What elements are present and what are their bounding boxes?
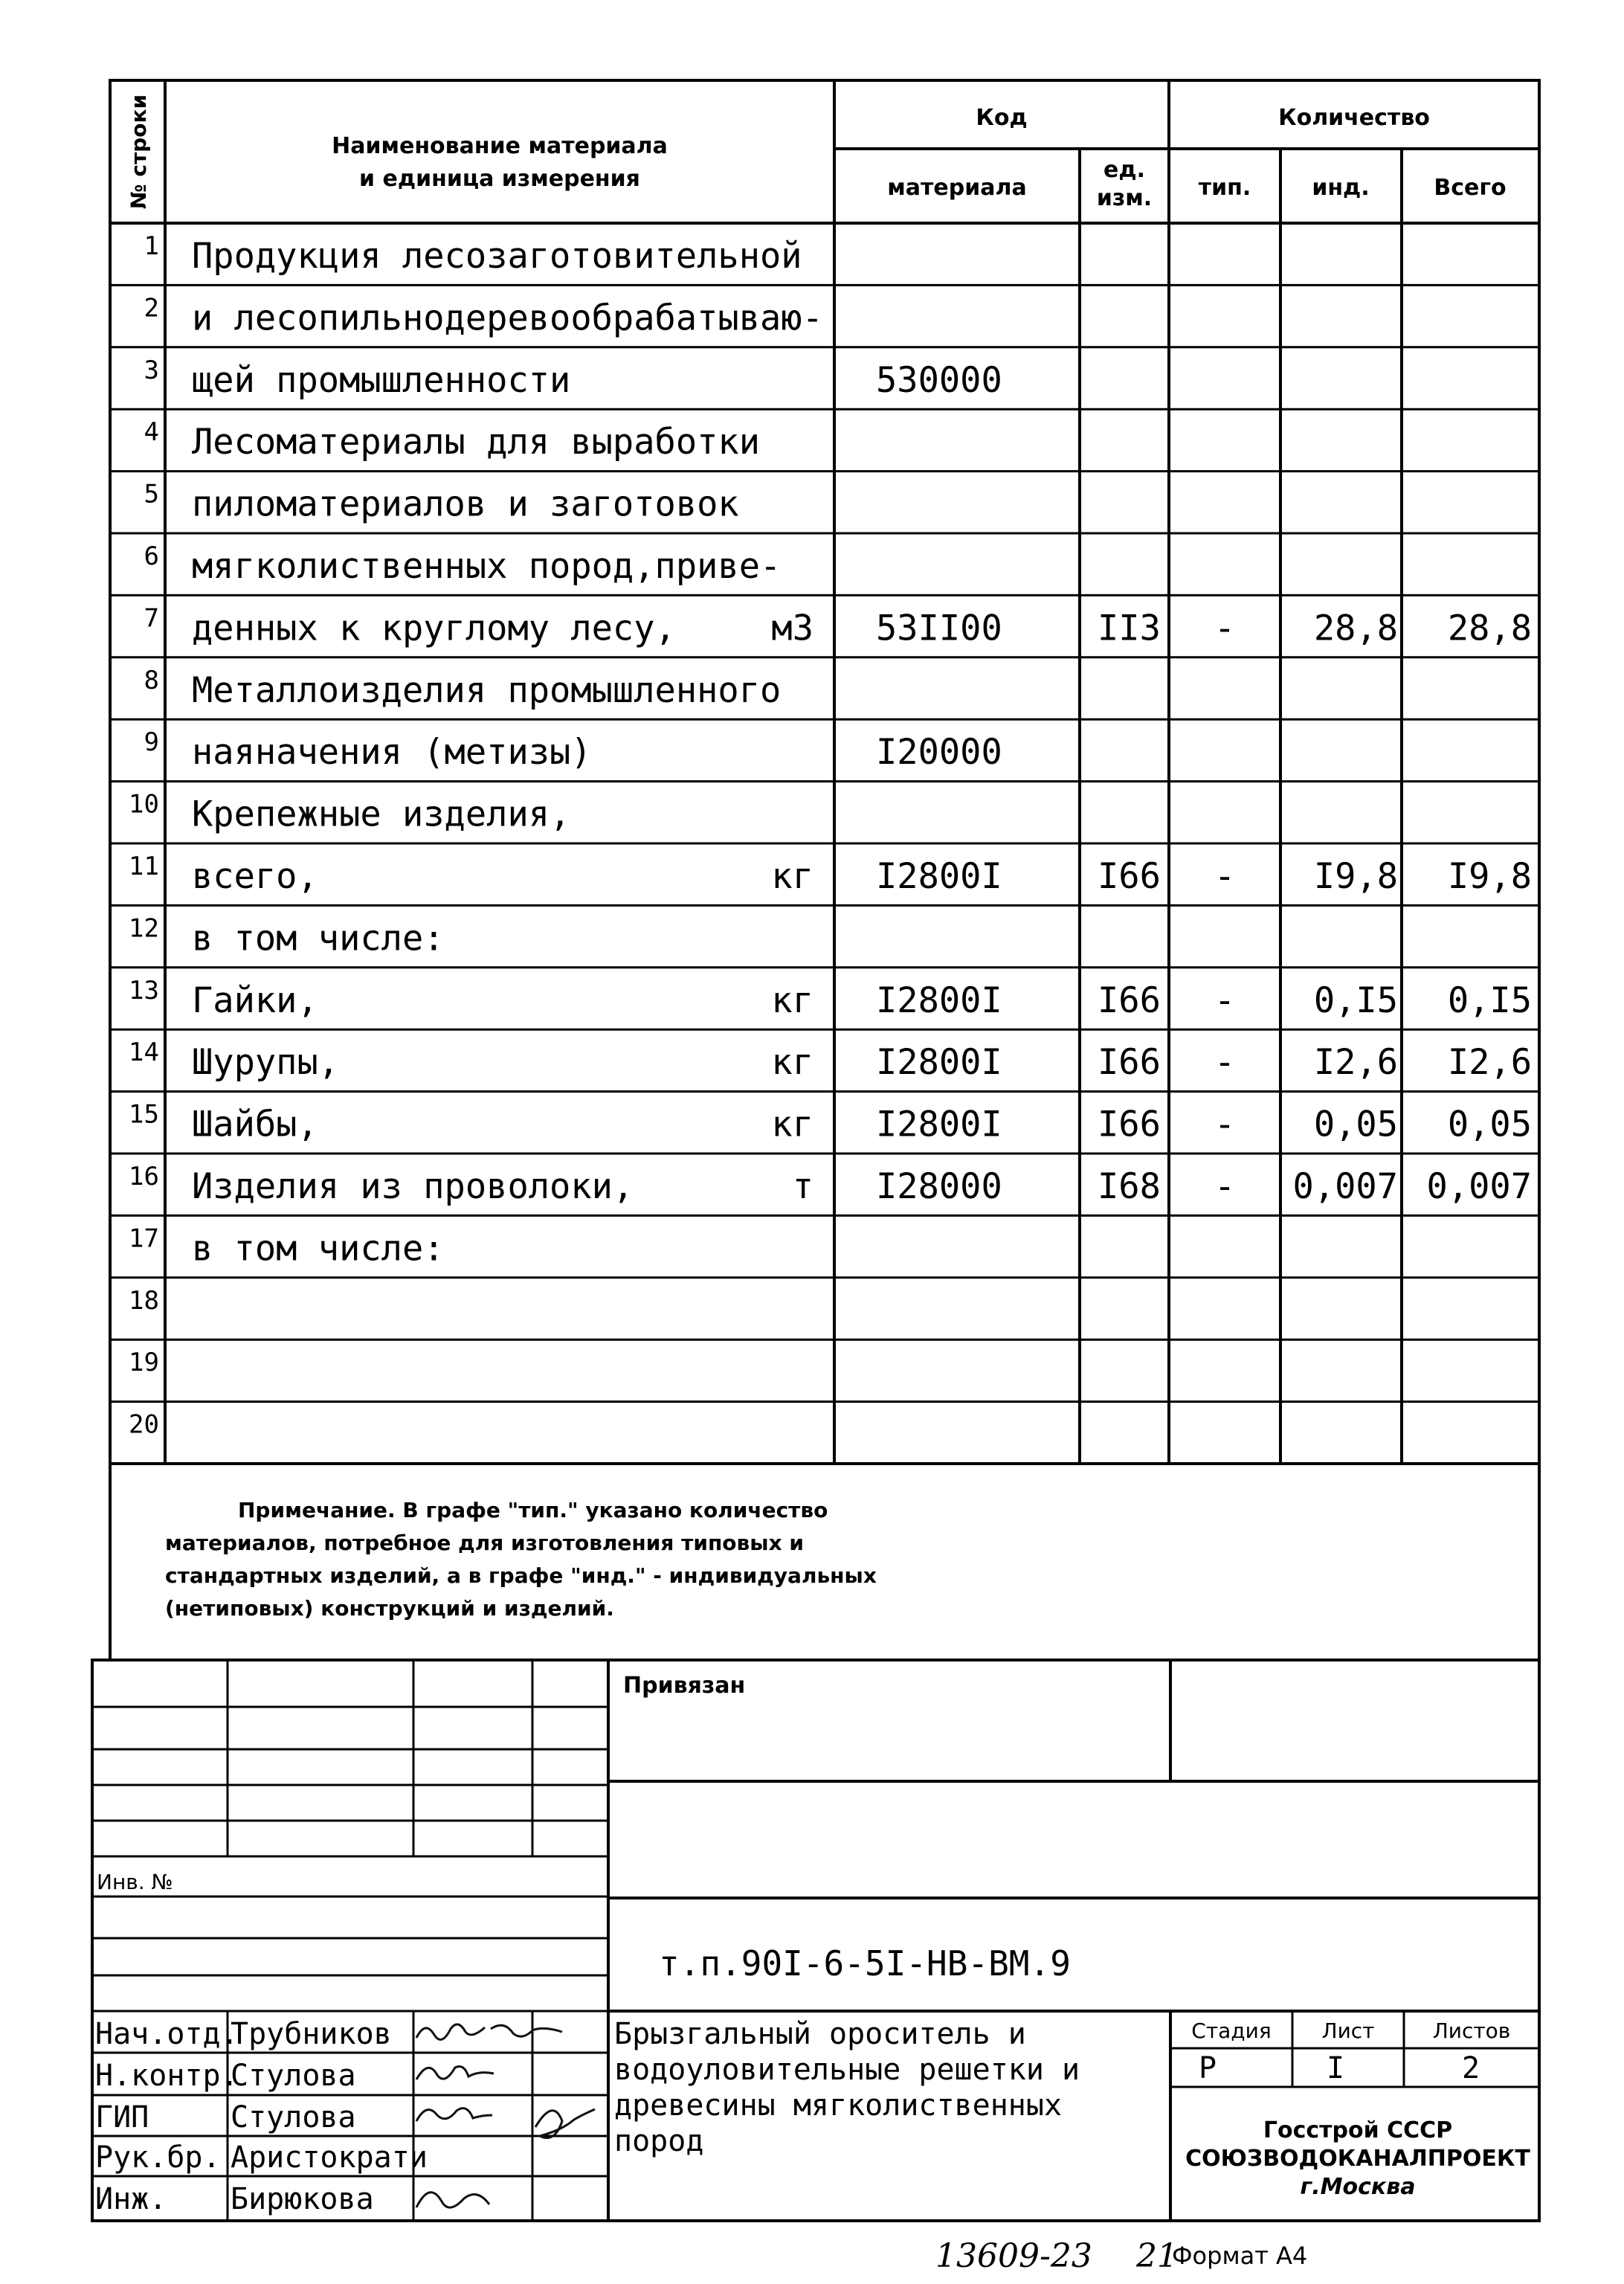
row-qty-total: 0,I5 xyxy=(1447,979,1532,1021)
row-qty-typ: - xyxy=(1214,608,1236,649)
note-line-1: Примечание. В графе "тип." указано количество xyxy=(238,1498,828,1522)
signer-name-3: Стулова xyxy=(231,2100,356,2135)
row-name: Лесоматериалы для выработки xyxy=(192,422,761,463)
note-block xyxy=(110,1464,1539,1660)
header-quantity: Количество xyxy=(1278,105,1430,131)
project-title-line-3: древесины мягколиственных xyxy=(614,2088,1063,2123)
row-number: 16 xyxy=(129,1162,159,1191)
sheet-value: I xyxy=(1327,2051,1345,2085)
row-unit-code: I66 xyxy=(1098,856,1161,898)
row-number: 8 xyxy=(144,665,159,695)
row-number: 2 xyxy=(144,293,159,324)
row-qty-typ: - xyxy=(1214,856,1236,898)
row-name: Металлоизделия промышленного xyxy=(192,669,782,711)
row-number: 12 xyxy=(129,913,159,944)
row-qty-total: I9,8 xyxy=(1447,856,1532,898)
row-qty-typ: - xyxy=(1214,1104,1236,1145)
row-material-code: I20000 xyxy=(876,732,1002,773)
note-line-4: (нетиповых) конструкций и изделий. xyxy=(165,1596,614,1621)
note-line-2: материалов, потребное для изготовления типовых и xyxy=(165,1531,804,1555)
tied-label: Привязан xyxy=(623,1673,746,1699)
row-name: в том числе: xyxy=(192,1228,445,1270)
signer-role-2: Н.контр. xyxy=(95,2059,239,2093)
header-code-unit-1: ед. xyxy=(1103,157,1145,183)
row-qty-total: I2,6 xyxy=(1447,1042,1532,1084)
row-name: в том числе: xyxy=(192,918,445,959)
materials-table-rows xyxy=(110,231,1539,1440)
signer-name-4: Аристократи xyxy=(231,2140,428,2175)
row-name: Продукция лесозаготовительной xyxy=(192,236,802,277)
row-name: Крепежные изделия, xyxy=(192,794,571,835)
row-name: Шайбы, xyxy=(192,1104,318,1145)
row-name: денных к круглому лесу, xyxy=(192,608,676,649)
row-number: 5 xyxy=(144,479,159,509)
row-name: всего, xyxy=(192,856,318,898)
row-qty-typ: - xyxy=(1214,979,1236,1021)
signer-role-4: Рук.бр. xyxy=(95,2140,221,2175)
row-number: 6 xyxy=(144,541,159,571)
row-material-code: 53II00 xyxy=(876,608,1002,649)
header-code-unit-2: изм. xyxy=(1096,185,1153,211)
row-name: щей промышленности xyxy=(192,359,571,401)
signer-name-5: Бирюкова xyxy=(231,2182,374,2216)
sheets-value: 2 xyxy=(1462,2051,1480,2085)
row-material-code: I2800I xyxy=(876,979,1002,1021)
row-qty-total: 0,05 xyxy=(1447,1104,1532,1145)
row-unit: кг xyxy=(771,979,813,1021)
stage-value: Р xyxy=(1199,2051,1217,2085)
header-qty-ind: инд. xyxy=(1312,175,1370,201)
row-unit: м3 xyxy=(771,608,813,649)
row-unit-code: I68 xyxy=(1098,1166,1161,1208)
row-material-code: I2800I xyxy=(876,856,1002,898)
row-qty-ind: 0,007 xyxy=(1292,1166,1398,1208)
sheet-label: Лист xyxy=(1321,2018,1375,2043)
row-material-code: I2800I xyxy=(876,1104,1002,1145)
row-name: Гайки, xyxy=(192,979,318,1021)
project-title-line-4: пород xyxy=(614,2124,704,2158)
row-material-code: 530000 xyxy=(876,359,1002,401)
header-name-line2: и единица измерения xyxy=(359,166,640,192)
organization-line-3: г.Москва xyxy=(1300,2174,1416,2200)
signer-role-5: Инж. xyxy=(95,2182,167,2216)
paper-format: Формат А4 xyxy=(1172,2242,1308,2270)
row-number: 19 xyxy=(129,1348,159,1378)
row-qty-ind: I9,8 xyxy=(1313,856,1398,898)
stage-label: Стадия xyxy=(1191,2018,1272,2043)
row-unit: т xyxy=(792,1166,813,1208)
row-number: 3 xyxy=(144,355,159,385)
row-number: 9 xyxy=(144,727,159,758)
row-material-code: I28000 xyxy=(876,1166,1002,1208)
row-qty-typ: - xyxy=(1214,1166,1236,1208)
row-name: Шурупы, xyxy=(192,1042,340,1084)
header-qty-total: Всего xyxy=(1434,175,1507,201)
row-number: 4 xyxy=(144,417,159,448)
row-unit-code: I66 xyxy=(1098,1104,1161,1145)
header-code-material: материала xyxy=(887,175,1027,201)
row-name: наяначения (метизы) xyxy=(192,732,592,773)
signer-name-2: Стулова xyxy=(231,2059,356,2093)
row-qty-ind: 0,05 xyxy=(1313,1104,1398,1145)
row-qty-ind: I2,6 xyxy=(1313,1042,1398,1084)
organization-line-2: СОЮЗВОДОКАНАЛПРОЕКТ xyxy=(1185,2146,1530,2172)
row-unit: кг xyxy=(771,1042,813,1084)
row-number: 18 xyxy=(129,1285,159,1316)
signer-role-1: Нач.отд. xyxy=(95,2017,239,2051)
row-qty-total: 28,8 xyxy=(1447,608,1532,649)
header-qty-typ: тип. xyxy=(1198,175,1251,201)
row-unit: кг xyxy=(771,856,813,898)
project-title-line-2: водоуловительные решетки и xyxy=(614,2053,1080,2087)
row-number: 17 xyxy=(129,1223,159,1254)
sheets-label: Листов xyxy=(1432,2018,1511,2043)
note-line-3: стандартных изделий, а в графе "инд." - индивидуальных xyxy=(165,1563,877,1588)
page-number: 21 xyxy=(1136,2237,1178,2275)
row-qty-typ: - xyxy=(1214,1042,1236,1084)
row-qty-ind: 28,8 xyxy=(1313,608,1398,649)
row-number: 14 xyxy=(129,1038,159,1068)
row-number: 11 xyxy=(129,852,159,881)
row-qty-ind: 0,I5 xyxy=(1313,979,1398,1021)
row-unit-code: I66 xyxy=(1098,979,1161,1021)
header-row-number: № строки xyxy=(126,94,151,210)
header-code: Код xyxy=(976,105,1028,131)
row-unit-code: II3 xyxy=(1098,608,1161,649)
signer-role-3: ГИП xyxy=(95,2100,149,2135)
document-code: т.п.90I-6-5I-НВ-ВМ.9 xyxy=(659,1943,1071,1984)
archive-number: 13609-23 xyxy=(935,2237,1092,2275)
row-name: пиломатериалов и заготовок xyxy=(192,483,739,525)
row-number: 7 xyxy=(144,603,159,634)
row-unit: кг xyxy=(771,1104,813,1145)
row-name: и лесопильнодеревообрабатываю- xyxy=(192,297,823,339)
row-name: Изделия из проволоки, xyxy=(192,1166,634,1208)
project-title-line-1: Брызгальный ороситель и xyxy=(614,2017,1026,2051)
row-number: 13 xyxy=(129,975,159,1006)
row-number: 10 xyxy=(129,789,159,820)
row-qty-total: 0,007 xyxy=(1426,1166,1532,1208)
row-number: 15 xyxy=(129,1099,159,1130)
row-material-code: I2800I xyxy=(876,1042,1002,1084)
row-number: 1 xyxy=(144,231,159,261)
row-unit-code: I66 xyxy=(1098,1042,1161,1084)
signer-name-1: Трубников xyxy=(231,2017,392,2051)
row-number: 20 xyxy=(129,1409,159,1440)
header-name-line1: Наименование материала xyxy=(332,133,668,159)
inventory-number-label: Инв. № xyxy=(97,1870,173,1894)
organization-line-1: Госстрой СССР xyxy=(1263,2117,1453,2143)
row-name: мягколиственных пород,приве- xyxy=(192,546,782,588)
